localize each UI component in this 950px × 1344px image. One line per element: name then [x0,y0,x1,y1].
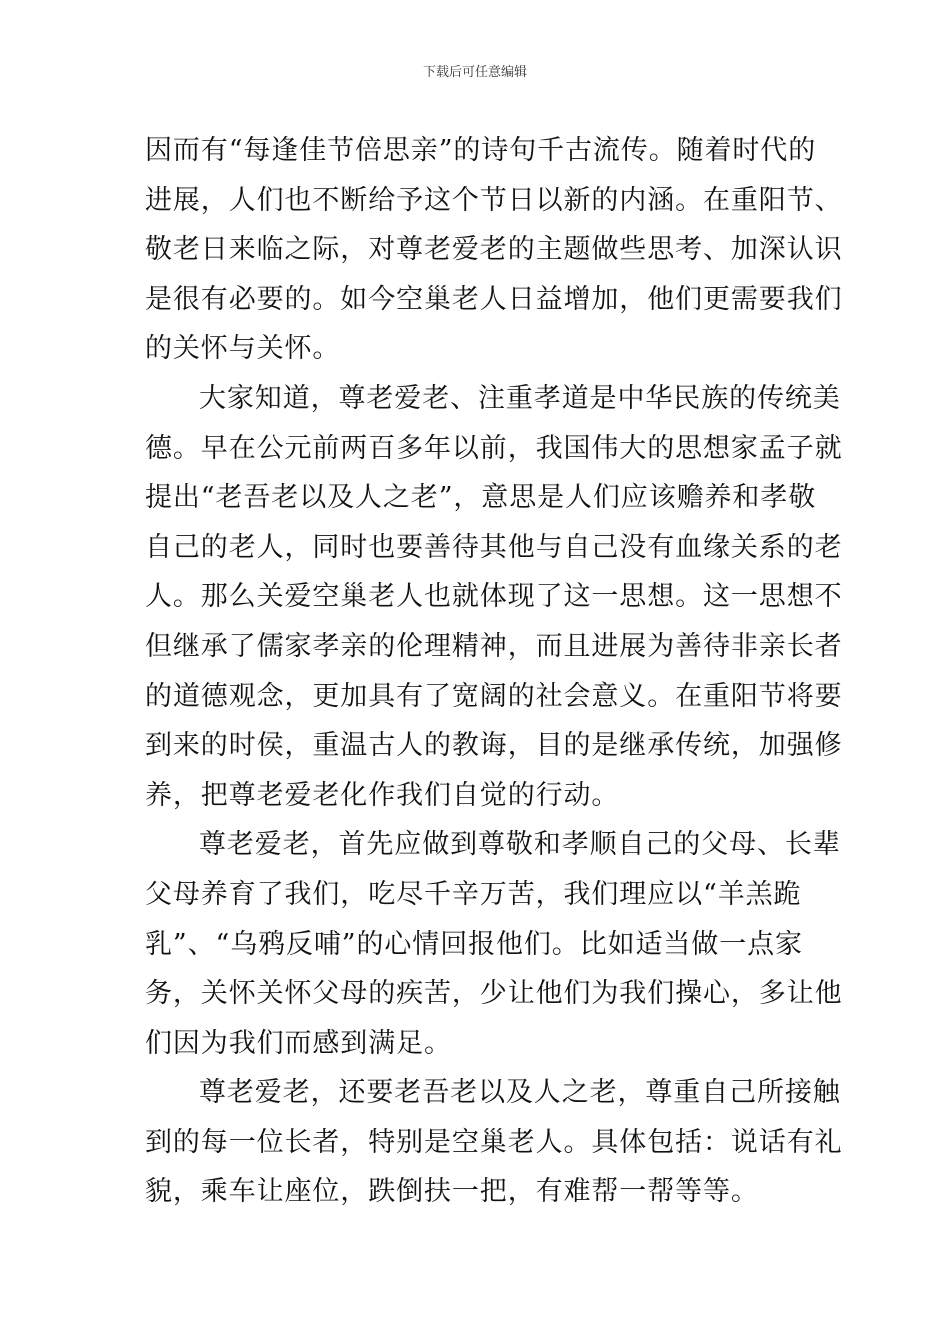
text-line: 们因为我们而感到满足。 [145,1027,452,1059]
text-line: 提出“老吾老以及人之老”，意思是人们应该赡养和孝敬 [145,482,817,514]
text-line: 自己的老人，同时也要善待其他与自己没有血缘关系的老 [145,531,843,563]
paragraph [145,1068,843,1217]
text-line: 尊老爱老，还要老吾老以及人之老，尊重自己所接触 [199,1077,841,1109]
text-line: 到的每一位长者，特别是空巢老人。具体包括：说话有礼 [145,1126,843,1158]
text-line: 进展，人们也不断给予这个节日以新的内涵。在重阳节、 [145,184,843,216]
text-line: 到来的时侯，重温古人的教诲，目的是继承传统，加强修 [145,730,843,762]
page-header: 下载后可任意编辑 [422,65,527,80]
text-line: 但继承了儒家孝亲的伦理精神，而且进展为善待非亲长者 [145,630,843,662]
paragraph [145,126,843,374]
text-line: 的道德观念，更加具有了宽阔的社会意义。在重阳节将要 [145,680,843,712]
paragraph [145,374,843,820]
text-line: 德。早在公元前两百多年以前，我国伟大的思想家孟子就 [145,432,843,464]
text-line: 貌，乘车让座位，跌倒扶一把，有难帮一帮等等。 [145,1176,759,1208]
paragraph [145,820,843,1068]
text-line: 务，关怀关怀父母的疾苦，少让他们为我们操心，多让他 [145,978,843,1010]
text-line: 尊老爱老，首先应做到尊敬和孝顺自己的父母、长辈 [199,829,841,861]
text-line: 因而有“每逢佳节倍思亲”的诗句千古流传。随着时代的 [145,135,817,166]
text-line: 养，把尊老爱老化作我们自觉的行动。 [145,779,620,811]
text-line: 大家知道，尊老爱老、注重孝道是中华民族的传统美 [199,382,841,414]
text-line: 的关怀与关怀。 [145,333,341,365]
text-line: 父母养育了我们，吃尽千辛万苦，我们理应以“羊羔跪 [145,878,802,910]
document-body [145,126,843,1217]
text-line: 人。那么关爱空巢老人也就体现了这一思想。这一思想不 [145,581,843,613]
text-line: 乳”、“乌鸦反哺”的心情回报他们。比如适当做一点家 [145,928,803,960]
text-line: 敬老日来临之际，对尊老爱老的主题做些思考、加深认识 [145,234,843,266]
text-line: 是很有必要的。如今空巢老人日益增加，他们更需要我们 [145,283,843,315]
